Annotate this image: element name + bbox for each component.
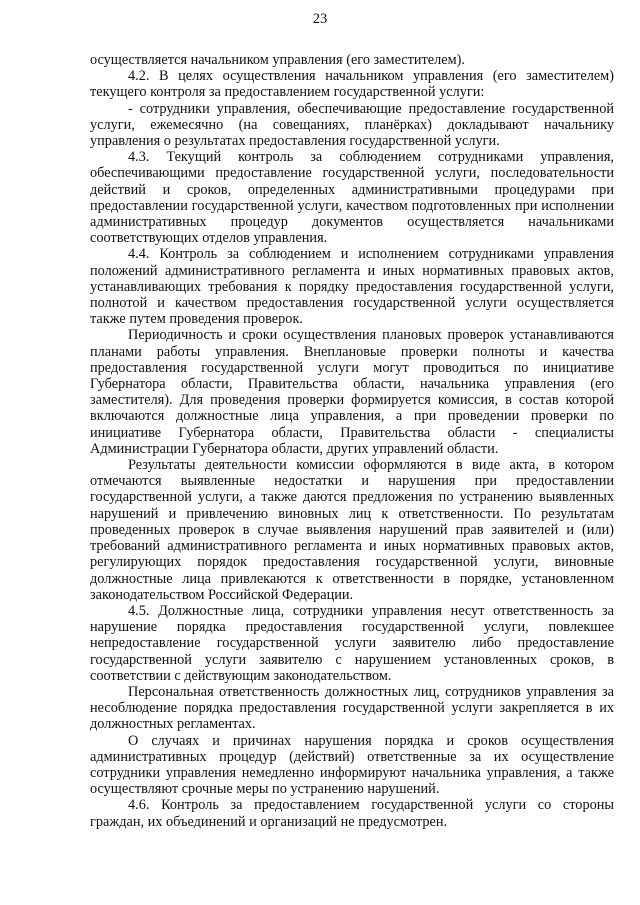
paragraph-personal-responsibility: Персональная ответственность должностных лиц, сотрудников управления за несоблюдение порядка предоставления государственной услуги закрепляется в их должностных регламентах. (90, 683, 614, 733)
document-body (90, 52, 614, 830)
paragraph-4-2: 4.2. В целях осуществления начальником управления (его заместителем) текущего контроля за предоставлением государственной услуги: (90, 68, 614, 101)
page-number: 23 (312, 11, 328, 27)
paragraph-periodicity: Периодичность и сроки осуществления плановых проверок устанавливаются планами работы управления. Внеплановые проверки полноты и качества предоставления государственной услуги могут проводиться по инициативе Губернатора области, Правительства области, начальника управления (его заместителя). Для проведения проверки формируется комиссия, в состав которой включаются должностные лица управления, а при проведении проверки по инициативе Губернатора области, Правительства области - специалисты Администрации Губернатора области, других управлений области. (90, 327, 614, 457)
paragraph-violations: О случаях и причинах нарушения порядка и сроков осуществления административных процедур (действий) ответственные за их осуществление сотрудники управления немедленно информируют начальника управления, а также осуществляют срочные меры по устранению нарушений. (90, 732, 614, 798)
paragraph-4-2-item: - сотрудники управления, обеспечивающие предоставление государственной услуги, ежемесячно (на совещаниях, планёрках) докладывают начальнику управления о результатах предоставления государственной услуги. (90, 100, 614, 150)
paragraph-results: Результаты деятельности комиссии оформляются в виде акта, в котором отмечаются выявленные недостатки и нарушения при предоставлении государственной услуги, а также даются предложения по устранению выявленных нарушений и привлечению виновных лиц к ответственности. По результатам проведенных проверок в случае выявления нарушений прав заявителей и (или) требований административного регламента и иных нормативных правовых актов, регулирующих порядок предоставления государственной услуги, виновные должностные лица привлекаются к ответственности в порядке, установленном законодательством Российской Федерации. (90, 457, 614, 603)
paragraph-4-4: 4.4. Контроль за соблюдением и исполнением сотрудниками управления положений административного регламента и иных нормативных правовых актов, устанавливающих требования к порядку предоставления государственной услуги, полнотой и качеством предоставления государственной услуги осуществляется также путем проведения проверок. (90, 246, 614, 328)
paragraph-4-5: 4.5. Должностные лица, сотрудники управления несут ответственность за нарушение порядка предоставления государственной услуги, повлекшее непредоставление государственной услуги заявителю либо предоставление государственной услуги заявителю с нарушением установленных сроков, в соответствии с действующим законодательством. (90, 602, 614, 684)
paragraph-4-6: 4.6. Контроль за предоставлением государственной услуги со стороны граждан, их объединений и организаций не предусмотрен. (90, 797, 614, 830)
paragraph-continuation: осуществляется начальником управления (его заместителем). (90, 52, 465, 68)
paragraph-4-3: 4.3. Текущий контроль за соблюдением сотрудниками управления, обеспечивающими предоставление государственной услуги, последовательности действий и сроков, определенных административными процедурами при предоставлении государственной услуги, качеством подготовленных при исполнении административных процедур документов осуществляется начальниками соответствующих отделов управления. (90, 149, 614, 247)
